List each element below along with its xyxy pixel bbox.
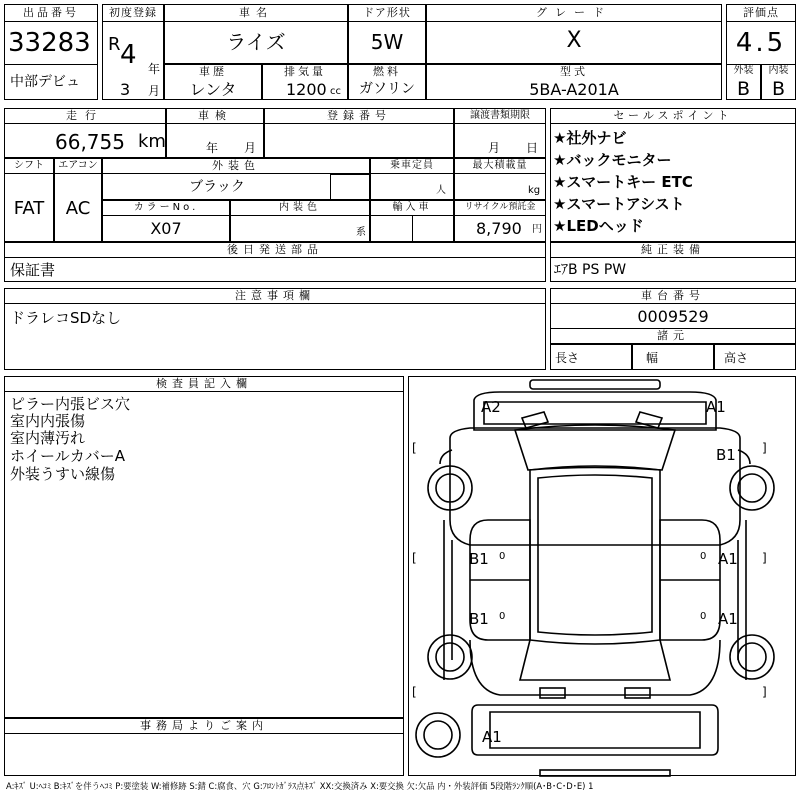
dims-label: 諸元 [657,329,689,342]
sales-point-item: ★社外ナビ [553,129,627,147]
month-unit: 月 [148,84,161,98]
first-reg-year: 4 [120,40,137,70]
grade-value: X [566,28,582,53]
transfer-day-unit: 日 [526,141,539,155]
sales-point-item: ★スマートキー ETC [553,173,693,191]
inspector-line: 室内薄汚れ [10,429,86,447]
first-reg-month: 3 [120,80,131,99]
damage-mark: A1 [706,398,726,416]
year-unit: 年 [148,62,161,76]
inspection-month-unit: 月 [244,141,257,155]
color-value: ブラック [189,179,245,195]
damage-mark: A1 [482,728,502,746]
fuel-value: ガソリン [359,81,415,97]
sales-points-label: セールスポイント [613,109,733,122]
equipment-label: 純正装備 [641,243,705,256]
damage-mark: B1 [716,446,736,464]
lot-number-value: 33283 [8,28,91,58]
bracket-left: [ [412,551,417,565]
later-parts-label: 後日発送部品 [227,243,323,256]
notes-text: ドラレコSDなし [10,309,122,327]
int-color-unit: 系 [356,227,366,238]
door-label: ドア形状 [363,6,411,19]
displacement-unit: cc [330,86,341,97]
handle-mark: 0 [700,551,707,562]
bracket-right: ] [762,441,767,455]
displacement-label: 排気量 [284,65,326,78]
inspection-year-unit: 年 [206,141,219,155]
inspector-label: 検査員記入欄 [156,377,252,390]
sales-point-item: ★バックモニター [553,151,672,169]
shift-value: FAT [13,198,45,219]
load-unit: kg [528,185,541,196]
bracket-left: [ [412,441,417,455]
history-label: 車歴 [199,65,227,78]
fuel-label: 燃料 [373,65,401,78]
recycle-value: 8,790 [476,219,522,238]
exterior-grade-value: B [736,78,751,100]
recycle-unit: 円 [532,224,542,235]
transfer-month-unit: 月 [488,141,501,155]
handle-mark: 0 [499,551,506,562]
damage-mark: A2 [481,398,501,416]
mileage-unit: km [138,131,166,152]
color-no-value: X07 [150,219,182,238]
capacity-label: 乗車定員 [390,160,434,171]
first-reg-label: 初度登録 [109,6,157,19]
handle-mark: 0 [499,611,506,622]
legend-text: A:ｷｽﾞ U:ﾍｺﾐ B:ｷｽﾞを伴うﾍｺﾐ P:要塗装 W:補修跡 S:錆 C:腐食、穴 G:ﾌﾛﾝﾄｶﾞﾗｽ点ｷｽﾞ XX:交換済み X:要交換 欠:欠品 内・外装評価 5段階ﾗﾝｸ順(A･B･C･D･E) 1 [6,781,594,791]
reg-number-label: 登録番号 [327,109,391,122]
import-label: 輸入車 [392,202,432,213]
mileage-value: 66,755 [55,130,125,154]
damage-mark: B1 [469,550,489,568]
history-value: レンタ [189,80,237,99]
score-value: 4.5 [735,28,787,58]
dims-height-label: 高さ [724,351,749,365]
later-parts-value: 保証書 [10,261,56,279]
bracket-left: [ [412,685,417,699]
int-color-label: 内装色 [279,202,321,213]
grade-label: グレード [536,6,612,19]
damage-mark: A1 [718,550,738,568]
exterior-grade-label: 外装 [733,65,754,76]
interior-grade-label: 内装 [768,65,789,76]
bracket-right: ] [762,551,767,565]
door-value: 5W [370,30,404,54]
color-label: 外装色 [212,159,260,172]
inspector-line: ホイールカバーA [10,447,125,465]
dims-length-label: 長さ [555,351,580,365]
inspector-line: 室内内張傷 [10,412,86,430]
dims-width-label: 幅 [646,351,659,365]
score-label: 評価点 [743,6,779,19]
interior-grade-value: B [771,78,786,100]
load-label: 最大積載量 [472,160,528,171]
mileage-label: 走行 [66,109,104,122]
inspection-label: 車検 [198,109,232,122]
color-no-label: カラーNo. [133,202,199,213]
damage-mark: B1 [469,610,489,628]
car-name-label: 車名 [239,6,273,19]
ac-value: AC [65,198,91,219]
equipment-value: ｴｱB PS PW [554,262,627,278]
transfer-label: 譲渡書類期限 [470,110,530,121]
notes-label: 注意事項欄 [235,289,315,302]
chassis-number: 0009529 [637,307,709,326]
chassis-label: 車台番号 [641,289,705,302]
model-label: 型式 [560,65,588,78]
sales-point-item: ★スマートアシスト [553,195,685,213]
lot-number-label: 出品番号 [23,6,79,19]
damage-mark: A1 [718,610,738,628]
handle-mark: 0 [700,611,707,622]
capacity-unit: 人 [436,185,446,196]
inspector-line: ピラー内張ビス穴 [10,395,131,413]
ac-label: エアコン [58,160,98,171]
model-value: 5BA-A201A [529,80,619,99]
office-label: 事務局よりご案内 [140,719,268,732]
bracket-right: ] [762,685,767,699]
recycle-label: リサイクル預託金 [464,202,536,212]
inspector-line: 外装うすい線傷 [10,465,116,483]
sales-point-item: ★LEDヘッド [553,217,644,235]
car-name-value: ライズ [226,30,286,54]
era-value: R [108,34,121,55]
region-value: 中部デビュ [10,74,80,90]
displacement-value: 1200 [286,80,327,99]
shift-label: シフト [14,160,44,171]
